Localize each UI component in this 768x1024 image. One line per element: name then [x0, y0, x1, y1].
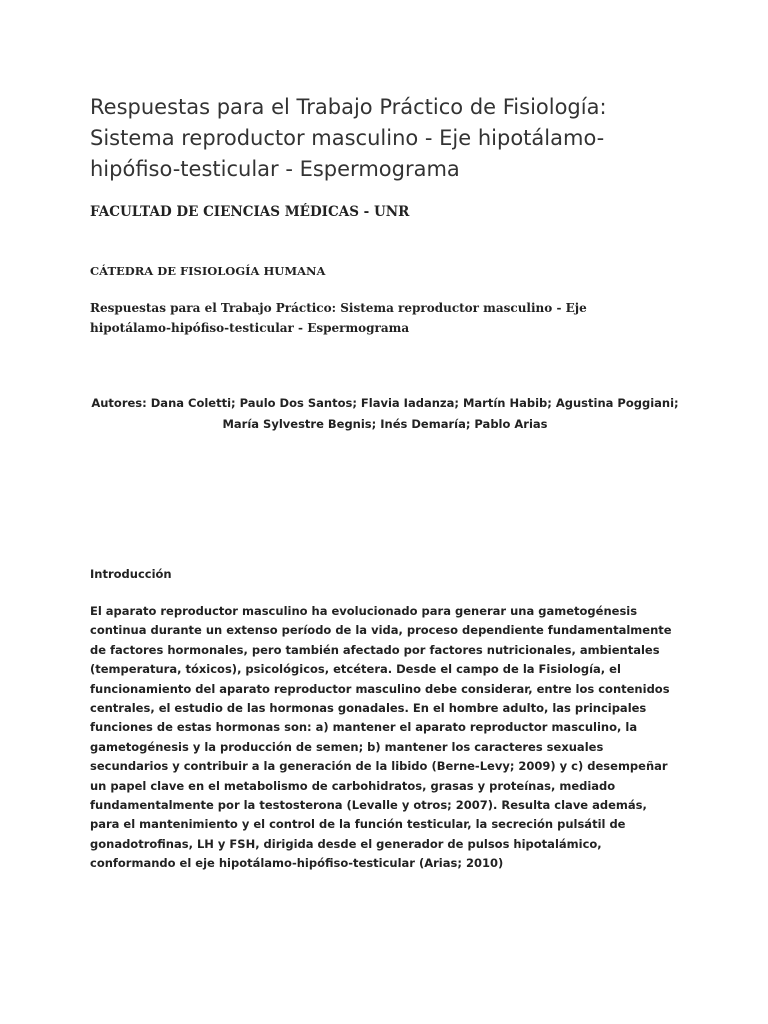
authors-label: Autores	[91, 396, 143, 410]
department-heading: CÁTEDRA DE FISIOLOGÍA HUMANA	[90, 264, 326, 278]
faculty-heading: FACULTAD DE CIENCIAS MÉDICAS - UNR	[90, 204, 410, 220]
document-title: Respuestas para el Trabajo Práctico de Fisiología: Sistema reproductor masculino - Eje hipotálamo-hipófiso-testicular - Espermograma	[90, 95, 607, 181]
intro-heading: Introducción	[90, 567, 172, 581]
intro-paragraph: El aparato reproductor masculino ha evolucionado para generar una gametogénesis continua durante un extenso período de la vida, proceso dependiente fundamentalmente de factores hormonales, pero también afectado por factores nutricionales, ambientales (temperatura, tóxicos), psicológicos, etcétera. Desde el campo de la Fisiología, el funcionamiento del aparato reproductor masculino debe considerar, entre los contenidos centrales, el estudio de las hormonas gonadales. En el hombre adulto, las principales funciones de estas hormonas son: a) mantener el aparato reproductor masculino, la gametogénesis y la producción de semen; b) mantener los caracteres sexuales secundarios y contribuir a la generación de la libido (Berne-Levy; 2009) y c) desempeñar un papel clave en el metabolismo de carbohidratos, grasas y proteínas, mediado fundamentalmente por la testosterona (Levalle y otros; 2007). Resulta clave además, para el mantenimiento y el control de la función testicular, la secreción pulsátil de gonadotrofinas, LH y FSH, dirigida desde el generador de pulsos hipotalámico, conformando el eje hipotálamo-hipófiso-testicular (Arias; 2010)	[90, 604, 672, 871]
document-subtitle: Respuestas para el Trabajo Práctico: Sistema reproductor masculino - Eje hipotálamo-hipófiso-testicular - Espermograma	[90, 301, 587, 335]
authors-line	[90, 393, 680, 435]
authors-list: : Dana Coletti; Paulo Dos Santos; Flavia Iadanza; Martín Habib; Agustina Poggiani; María Sylvestre Begnis; Inés Demaría; Pablo Arias	[142, 396, 679, 431]
